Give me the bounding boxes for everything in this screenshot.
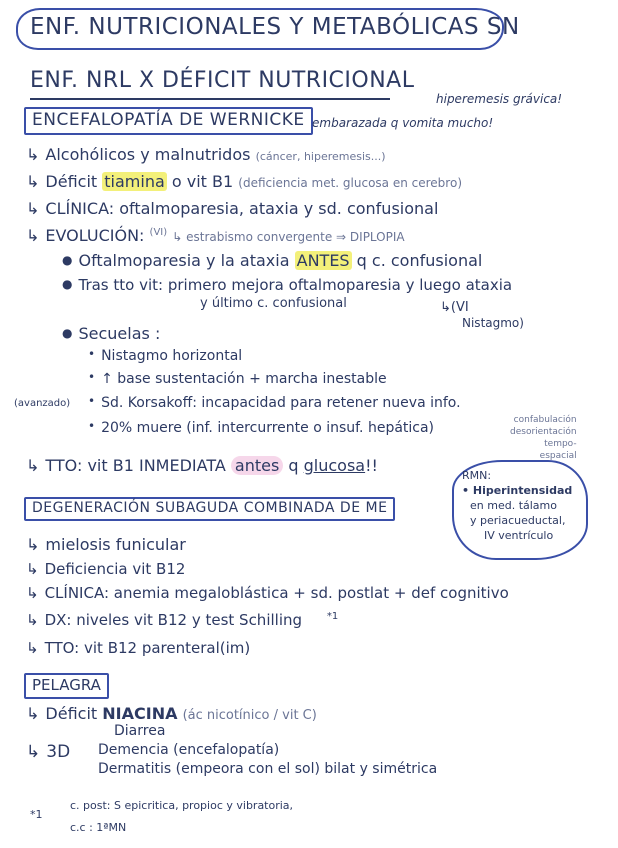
arrow-icon: ↳: [26, 560, 39, 578]
secuela-2: • ↑ base sustentación + marcha inestable: [88, 370, 387, 387]
side-note-embarazada: embarazada q vomita mucho!: [312, 116, 494, 130]
rmn-note: RMN: • Hiperintensidad en med. tálamo y periacueductal, IV ventrículo: [462, 469, 573, 542]
evolution-note-nistagmo: Nistagmo): [462, 316, 524, 330]
secuela-1: • Nistagmo horizontal: [88, 347, 243, 364]
secuela-margin-note: (avanzado): [14, 398, 71, 409]
section-subtitle: ENF. NRL X DÉFICIT NUTRICIONAL: [30, 68, 415, 93]
degeneracion-item-1: ↳ mielosis funicular: [26, 535, 186, 554]
arrow-icon: ↳: [26, 456, 40, 475]
pelagra-heading: PELAGRA: [24, 676, 109, 694]
footnote-lines: c. post: S epicritica, propioc y vibratoria, c.c : 1ªMN: [70, 799, 294, 834]
arrow-icon: ↳: [26, 199, 40, 218]
secuela-3: • Sd. Korsakoff: incapacidad para retener nueva info.: [88, 394, 461, 411]
arrow-icon: ↳: [26, 584, 39, 602]
side-note-hiperemesis: hiperemesis grávica!: [436, 92, 563, 106]
degeneracion-item-3: ↳ CLÍNICA: anemia megaloblástica + sd. postlat + def cognitivo: [26, 584, 509, 602]
pelagra-item-1: ↳ Déficit NIACINA (ác nicotínico / vit C): [26, 704, 317, 723]
pelagra-3d-label: ↳ 3D: [26, 742, 71, 762]
degeneracion-item-4: ↳ DX: niveles vit B12 y test Schilling $^{*1}$: [26, 611, 339, 629]
wernicke-item-3: ↳ CLÍNICA: oftalmoparesia, ataxia y sd. confusional: [26, 199, 439, 218]
evolution-bullet-2-cont: y último c. confusional: [200, 296, 347, 311]
arrow-icon: ↳: [26, 742, 41, 762]
arrow-icon: ↳: [26, 639, 39, 657]
wernicke-item-1: ↳ Alcohólicos y malnutridos (cáncer, hiperemesis...): [26, 145, 386, 164]
page-title: ENF. NUTRICIONALES Y METABÓLICAS SN: [30, 14, 520, 40]
wernicke-heading: ENCEFALOPATÍA DE WERNICKE: [24, 110, 313, 130]
arrow-icon: ↳: [26, 145, 40, 164]
subtitle-underline: [30, 98, 390, 100]
secuelas-label: ● Secuelas :: [62, 324, 161, 343]
secuela-side-note: confabulación desorientación tempo- espacial: [510, 415, 577, 461]
arrow-icon: ↳: [26, 226, 40, 245]
degeneracion-item-2: ↳ Deficiencia vit B12: [26, 560, 186, 578]
secuela-4: • 20% muere (inf. intercurrente o insuf. hepática): [88, 419, 435, 436]
degeneracion-item-5: ↳ TTO: vit B12 parenteral(im): [26, 639, 251, 657]
degeneracion-heading: DEGENERACIÓN SUBAGUDA COMBINADA DE ME: [24, 500, 395, 516]
footnote-mark: *1: [30, 808, 43, 821]
evolution-note-vi: ↳(VI: [440, 300, 469, 315]
wernicke-tto: ↳ TTO: vit B1 INMEDIATA antes q glucosa!!: [26, 456, 378, 475]
arrow-icon: ↳: [26, 704, 40, 723]
evolution-bullet-2: ● Tras tto vit: primero mejora oftalmoparesia y luego ataxia: [62, 276, 513, 294]
arrow-icon: ↳: [26, 611, 39, 629]
pelagra-3d-list: Diarrea Demencia (encefalopatía) Dermatitis (empeora con el sol) bilat y simétrica: [98, 723, 438, 777]
arrow-icon: ↳: [26, 172, 40, 191]
wernicke-item-2: ↳ Déficit tiamina o vit B1 (deficiencia met. glucosa en cerebro): [26, 172, 462, 191]
arrow-icon: ↳: [26, 535, 40, 554]
wernicke-item-4: ↳ EVOLUCIÓN: $^{(VI)}$ ↳ estrabismo convergente ⇒ DIPLOPIA: [26, 226, 405, 245]
evolution-bullet-1: ● Oftalmoparesia y la ataxia ANTES q c. confusional: [62, 251, 483, 270]
